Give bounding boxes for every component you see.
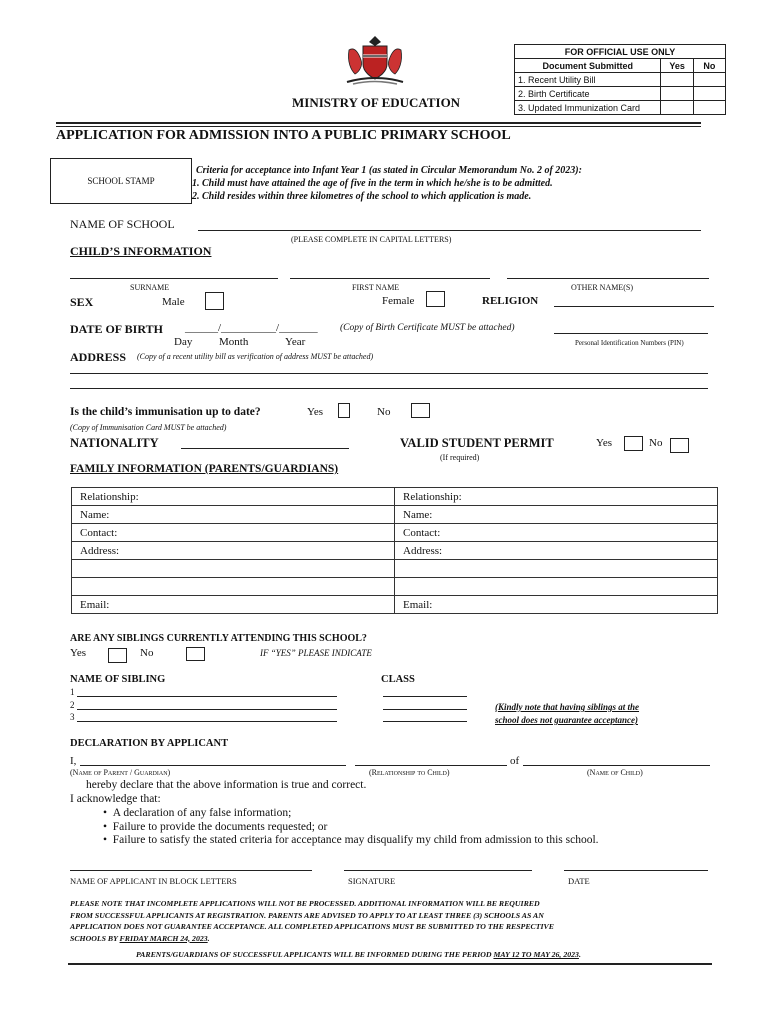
- applicant-caption: NAME OF APPLICANT IN BLOCK LETTERS: [70, 876, 237, 886]
- relationship-input[interactable]: [355, 765, 507, 766]
- ack-item-2: • Failure to provide the documents requested; or: [103, 820, 328, 833]
- relationship-caption: (Relationship to Child): [369, 768, 450, 777]
- sibling-1-class-input[interactable]: [383, 696, 467, 697]
- parent-name-input[interactable]: [80, 765, 346, 766]
- parent1-email[interactable]: Email:: [72, 596, 395, 614]
- immunisation-no-checkbox[interactable]: [411, 403, 430, 418]
- checkbox-cell[interactable]: [693, 101, 725, 115]
- parent1-contact[interactable]: Contact:: [72, 524, 395, 542]
- acknowledge-label: I acknowledge that:: [70, 793, 161, 805]
- male-checkbox[interactable]: [205, 292, 224, 310]
- parent1-address-2[interactable]: [72, 560, 395, 578]
- siblings-question: ARE ANY SIBLINGS CURRENTLY ATTENDING THIS SCHOOL?: [70, 633, 367, 644]
- permit-yes-label: Yes: [596, 437, 613, 449]
- date-input[interactable]: [564, 870, 708, 871]
- sex-label: SEX: [70, 295, 94, 309]
- permit-note: (If required): [440, 453, 480, 462]
- footer-note-3: APPLICATION DOES NOT GUARANTEE ACCEPTANCE. ALL COMPLETED APPLICATIONS MUST BE SUBMITTED TO THE RESPECTIVE: [70, 922, 554, 931]
- day-label: Day: [174, 336, 193, 348]
- immunisation-yes-checkbox[interactable]: [338, 403, 350, 418]
- checkbox-cell[interactable]: [661, 101, 693, 115]
- date-caption: DATE: [568, 876, 590, 886]
- parent2-relationship[interactable]: Relationship:: [395, 488, 718, 506]
- male-label: Male: [162, 296, 185, 308]
- parent2-address-3[interactable]: [395, 578, 718, 596]
- signature-caption: SIGNATURE: [348, 876, 396, 886]
- sibling-num-3: 3: [70, 712, 75, 722]
- checkbox-cell[interactable]: [661, 73, 693, 87]
- footer-note: [70, 898, 554, 944]
- immunisation-note: (Copy of Immunisation Card MUST be attached): [70, 423, 227, 432]
- parent2-email[interactable]: Email:: [395, 596, 718, 614]
- applicant-name-input[interactable]: [70, 870, 312, 871]
- school-stamp-box: [50, 158, 192, 204]
- parent-caption: (Name of Parent / Guardian): [70, 768, 171, 777]
- sibling-1-name-input[interactable]: [77, 696, 337, 697]
- declaration-of: of: [510, 755, 520, 767]
- first-name-label: FIRST NAME: [352, 283, 400, 292]
- permit-no-checkbox[interactable]: [670, 438, 689, 453]
- official-row-immunization: 3. Updated Immunization Card: [515, 101, 661, 115]
- dob-input[interactable]: ______/__________/_______: [185, 322, 318, 334]
- sibling-note-2: school does not guarantee acceptance): [495, 715, 638, 725]
- declaration-statement: hereby declare that the above information is true and correct.: [86, 779, 367, 791]
- other-names-input[interactable]: [507, 278, 709, 279]
- official-row-birth: 2. Birth Certificate: [515, 87, 661, 101]
- sibling-name-label: NAME OF SIBLING: [70, 674, 166, 685]
- permit-yes-checkbox[interactable]: [624, 436, 643, 451]
- official-col-no: No: [693, 59, 725, 73]
- female-checkbox[interactable]: [426, 291, 445, 307]
- parent2-name[interactable]: Name:: [395, 506, 718, 524]
- permit-label: VALID STUDENT PERMIT: [400, 436, 554, 450]
- siblings-no-label: No: [140, 647, 154, 659]
- pin-label: Personal Identification Numbers (PIN): [575, 339, 684, 347]
- school-name-label: NAME OF SCHOOL: [70, 217, 175, 231]
- religion-input[interactable]: [554, 306, 714, 307]
- declaration-heading: DECLARATION BY APPLICANT: [70, 738, 229, 749]
- checkbox-cell[interactable]: [693, 73, 725, 87]
- acknowledge-list: [103, 807, 599, 848]
- family-table: [71, 487, 718, 614]
- parent1-address[interactable]: Address:: [72, 542, 395, 560]
- immunisation-question: Is the child’s immunisation up to date?: [70, 406, 261, 418]
- address-line-1[interactable]: [70, 373, 708, 374]
- sibling-note-1: (Kindly note that having siblings at the: [495, 702, 640, 712]
- checkbox-cell[interactable]: [661, 87, 693, 101]
- nationality-input[interactable]: [181, 448, 349, 449]
- parent2-address-2[interactable]: [395, 560, 718, 578]
- female-label: Female: [382, 295, 415, 307]
- criteria: [192, 164, 582, 203]
- school-stamp-label: SCHOOL STAMP: [87, 176, 155, 186]
- school-name-input[interactable]: [198, 230, 701, 231]
- sibling-note: [495, 701, 639, 727]
- sibling-num-2: 2: [70, 700, 75, 710]
- header-rule: [56, 122, 701, 127]
- sibling-2-name-input[interactable]: [77, 709, 337, 710]
- siblings-yes-label: Yes: [70, 647, 87, 659]
- child-info-heading: CHILD’S INFORMATION: [70, 244, 212, 258]
- parent2-address[interactable]: Address:: [395, 542, 718, 560]
- siblings-yes-checkbox[interactable]: [108, 648, 127, 663]
- child-name-input[interactable]: [523, 765, 710, 766]
- parent2-contact[interactable]: Contact:: [395, 524, 718, 542]
- form-title: APPLICATION FOR ADMISSION INTO A PUBLIC PRIMARY SCHOOL: [56, 128, 511, 143]
- official-col-document: Document Submitted: [515, 59, 661, 73]
- checkbox-cell[interactable]: [693, 87, 725, 101]
- ministry-name: MINISTRY OF EDUCATION: [292, 95, 461, 110]
- dob-label: DATE OF BIRTH: [70, 322, 163, 336]
- parent1-name[interactable]: Name:: [72, 506, 395, 524]
- final-note: PARENTS/GUARDIANS OF SUCCESSFUL APPLICANTS WILL BE INFORMED DURING THE PERIOD MAY 12 TO MAY 26, 2023.: [136, 950, 581, 959]
- sibling-class-label: CLASS: [381, 674, 415, 685]
- footer-note-1: PLEASE NOTE THAT INCOMPLETE APPLICATIONS WILL NOT BE PROCESSED. ADDITIONAL INFORMATION WILL BE REQUIRED: [70, 899, 540, 908]
- official-col-yes: Yes: [661, 59, 693, 73]
- declaration-i: I,: [70, 755, 77, 767]
- criteria-2: 2. Child resides within three kilometres of the school to which application is made.: [192, 191, 532, 202]
- address-line-2[interactable]: [70, 388, 708, 389]
- signature-input[interactable]: [344, 870, 532, 871]
- criteria-intro: Criteria for acceptance into Infant Year 1 (as stated in Circular Memorandum No. 2 of 2023):: [196, 165, 582, 176]
- official-use-title: FOR OFFICIAL USE ONLY: [515, 45, 726, 59]
- child-caption: (Name of Child): [587, 768, 643, 777]
- month-label: Month: [219, 336, 249, 348]
- nationality-label: NATIONALITY: [70, 436, 159, 450]
- other-names-label: OTHER NAME(S): [571, 283, 633, 292]
- official-row-utility: 1. Recent Utility Bill: [515, 73, 661, 87]
- sibling-2-class-input[interactable]: [383, 709, 467, 710]
- footer-rule: [68, 963, 712, 965]
- siblings-no-checkbox[interactable]: [186, 647, 205, 661]
- official-use-table: [514, 44, 726, 115]
- ack-item-1: • A declaration of any false information;: [103, 807, 292, 819]
- parent1-relationship[interactable]: Relationship:: [72, 488, 395, 506]
- first-name-input[interactable]: [290, 278, 490, 279]
- year-label: Year: [285, 336, 306, 348]
- parent1-address-3[interactable]: [72, 578, 395, 596]
- surname-input[interactable]: [70, 278, 278, 279]
- address-label: ADDRESS: [70, 350, 127, 364]
- sibling-num-1: 1: [70, 687, 75, 697]
- sibling-3-class-input[interactable]: [383, 721, 467, 722]
- capital-letters-hint: (PLEASE COMPLETE IN CAPITAL LETTERS): [291, 235, 452, 244]
- surname-label: SURNAME: [130, 283, 170, 292]
- footer-note-4: SCHOOLS BY FRIDAY MARCH 24, 2023.: [70, 933, 210, 943]
- sibling-3-name-input[interactable]: [77, 721, 337, 722]
- address-note: (Copy of a recent utility bill as verification of address MUST be attached): [137, 352, 374, 361]
- permit-no-label: No: [649, 437, 663, 449]
- coat-of-arms-icon: [339, 32, 411, 88]
- religion-label: RELIGION: [482, 295, 539, 307]
- ack-item-3: • Failure to satisfy the stated criteria for acceptance may disqualify my child from admission to this school.: [103, 834, 599, 846]
- pin-input[interactable]: [554, 333, 708, 334]
- dob-note: (Copy of Birth Certificate MUST be attached): [340, 323, 515, 333]
- if-yes-hint: IF “YES” PLEASE INDICATE: [260, 648, 372, 658]
- footer-note-2: FROM SUCCESSFUL APPLICANTS AT REGISTRATION. PARENTS ARE ADVISED TO APPLY TO AT LEAST THREE (3) SCHOOLS AS AN: [70, 910, 544, 920]
- immunisation-yes-label: Yes: [307, 406, 324, 418]
- family-heading: FAMILY INFORMATION (PARENTS/GUARDIANS): [70, 463, 339, 475]
- immunisation-no-label: No: [377, 406, 391, 418]
- criteria-1: 1. Child must have attained the age of five in the term in which he/she is to be admitted.: [192, 178, 553, 189]
